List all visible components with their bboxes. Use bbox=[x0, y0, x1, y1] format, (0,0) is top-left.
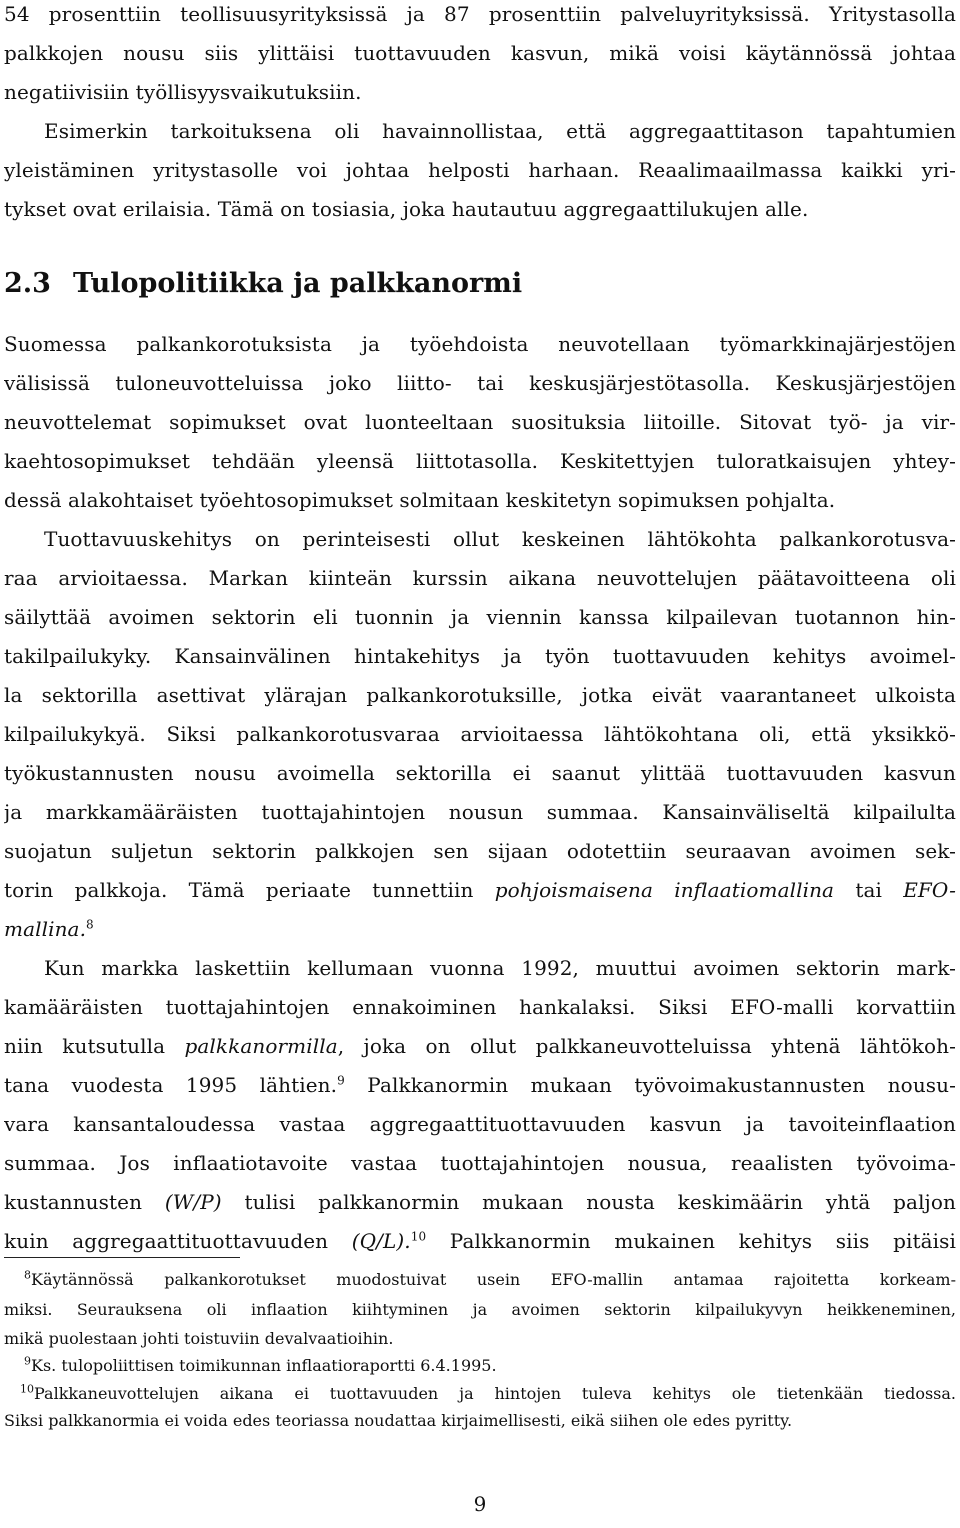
italic-term: palkkanormilla bbox=[184, 1034, 338, 1058]
footnote-mark: 10 bbox=[20, 1384, 34, 1396]
text-line: Kun markka laskettiin kellumaan vuonna 1992, muuttui avoimen sektorin mark- bbox=[44, 956, 956, 980]
math-expression: (W/P) bbox=[164, 1190, 222, 1214]
text-line: palkkojen nousu siis ylittäisi tuottavuuden kasvun, mikä voisi käytännössä johtaa bbox=[4, 41, 956, 65]
text-line: negatiivisiin työllisyysvaikutuksiin. bbox=[4, 80, 362, 104]
text-span: tulisi palkkanormin mukaan nousta keskimäärin yhtä paljon bbox=[221, 1190, 956, 1214]
text-line: työkustannusten nousu avoimella sektorilla ei saanut ylittää tuottavuuden kasvun bbox=[4, 761, 956, 785]
text-line: yleistäminen yritystasolle voi johtaa helposti harhaan. Reaalimaailmassa kaikki yri- bbox=[4, 158, 956, 182]
text-span: torin palkkoja. Tämä periaate tunnettiin bbox=[4, 878, 495, 902]
text-line bbox=[4, 1073, 956, 1097]
footnote-8 bbox=[24, 1270, 956, 1289]
text-line: kilpailukykyä. Siksi palkankorotusvaraa arvioitaessa lähtökohtana oli, että yksikkö- bbox=[4, 722, 956, 746]
text-line: takilpailukyky. Kansainvälinen hintakehitys ja työn tuottavuuden kehitys avoimel- bbox=[4, 644, 956, 668]
text-span: niin kutsutulla bbox=[4, 1034, 185, 1058]
footnote-ref: 9 bbox=[337, 1073, 345, 1088]
text-span: Palkkanormin mukainen kehitys siis pitäisi bbox=[426, 1229, 956, 1253]
text-line: ja markkamääräisten tuottajahintojen nousun summaa. Kansainväliseltä kilpailulta bbox=[4, 800, 956, 824]
footnote-mark: 9 bbox=[24, 1356, 31, 1368]
text-line: välisissä tuloneuvotteluissa joko liitto- tai keskusjärjestötasolla. Keskusjärjestöjen bbox=[4, 371, 956, 395]
text-line: kaehtosopimukset tehdään yleensä liittotasolla. Keskitettyjen tuloratkaisujen yhtey- bbox=[4, 449, 956, 473]
text-line bbox=[4, 878, 956, 902]
text-line: Suomessa palkankorotuksista ja työehdoista neuvotellaan työmarkkinajärjestöjen bbox=[4, 332, 956, 356]
italic-term: pohjoismaisena inflaatiomallina bbox=[494, 878, 835, 902]
text-line: suojatun suljetun sektorin palkkojen sen sijaan odotettiin seuraavan avoimen sek- bbox=[4, 839, 956, 863]
footnote-text: Käytännössä palkankorotukset muodostuivat usein EFO-mallin antamaa rajoitetta korkeam- bbox=[31, 1270, 956, 1289]
text-line: tykset ovat erilaisia. Tämä on tosiasia, joka hautautuu aggregaattilukujen alle. bbox=[4, 197, 809, 221]
text-span: kustannusten bbox=[4, 1190, 165, 1214]
text-line: la sektorilla asettivat ylärajan palkankorotuksille, jotka eivät vaarantaneet ulkoista bbox=[4, 683, 956, 707]
italic-term: mallina. bbox=[4, 917, 87, 941]
text-line: säilyttää avoimen sektorin eli tuonnin ja viennin kanssa kilpailevan tuotannon hin- bbox=[4, 605, 956, 629]
text-line: kamääräisten tuottajahintojen ennakoiminen hankalaksi. Siksi EFO-malli korvattiin bbox=[4, 995, 956, 1019]
text-span: kuin aggregaattituottavuuden bbox=[4, 1229, 352, 1253]
text-line: raa arvioitaessa. Markan kiinteän kurssin aikana neuvottelujen päätavoitteena oli bbox=[4, 566, 956, 590]
footnote-divider bbox=[4, 1257, 240, 1258]
footnote-text: Palkkaneuvottelujen aikana ei tuottavuuden ja hintojen tuleva kehitys ole tietenkään tiedossa. bbox=[34, 1384, 956, 1403]
text-line: Esimerkin tarkoituksena oli havainnollistaa, että aggregaattitason tapahtumien bbox=[44, 119, 956, 143]
footnote-9 bbox=[24, 1356, 960, 1375]
text-line: Tuottavuuskehitys on perinteisesti ollut keskeinen lähtökohta palkankorotusva- bbox=[44, 527, 956, 551]
text-span: , joka on ollut palkkaneuvotteluissa yhtenä lähtökoh- bbox=[337, 1034, 956, 1058]
math-expression: (Q/L). bbox=[351, 1229, 411, 1253]
text-line bbox=[4, 1034, 956, 1058]
text-span: tai bbox=[834, 878, 904, 902]
text-span: Palkkanormin mukaan työvoimakustannusten nousu- bbox=[344, 1073, 956, 1097]
section-number: 2.3 bbox=[4, 268, 51, 299]
footnote-ref: 10 bbox=[410, 1229, 427, 1244]
text-line bbox=[4, 1229, 956, 1253]
text-line: neuvottelemat sopimukset ovat luonteeltaan suosituksia liitoille. Sitovat työ- ja vir- bbox=[4, 410, 956, 434]
text-line bbox=[4, 1190, 956, 1214]
footnote-mark: 8 bbox=[24, 1270, 31, 1282]
footnote-line: miksi. Seurauksena oli inflaation kiihtyminen ja avoimen sektorin kilpailukyvyn heikkeneminen, bbox=[4, 1300, 956, 1319]
text-line: summaa. Jos inflaatiotavoite vastaa tuottajahintojen nousua, reaalisten työvoima- bbox=[4, 1151, 956, 1175]
footnote-text: Ks. tulopoliittisen toimikunnan inflaatioraportti 6.4.1995. bbox=[31, 1356, 497, 1375]
footnote-ref: 8 bbox=[86, 917, 94, 932]
italic-term: EFO- bbox=[903, 878, 956, 902]
footnote-line: mikä puolestaan johti toistuviin devalvaatioihin. bbox=[4, 1329, 394, 1348]
text-line: 54 prosenttiin teollisuusyrityksissä ja 87 prosenttiin palveluyrityksissä. Yritystasolla bbox=[4, 2, 956, 26]
text-line: vara kansantaloudessa vastaa aggregaattituottavuuden kasvun ja tavoiteinflaation bbox=[4, 1112, 956, 1136]
text-span: tana vuodesta 1995 lähtien. bbox=[4, 1073, 338, 1097]
text-line: dessä alakohtaiset työehtosopimukset solmitaan keskitetyn sopimuksen pohjalta. bbox=[4, 488, 836, 512]
footnote-10 bbox=[20, 1384, 956, 1403]
page-number: 9 bbox=[473, 1492, 487, 1516]
footnote-line: Siksi palkkanormia ei voida edes teoriassa noudattaa kirjaimellisesti, eikä siihen ole edes pyritty. bbox=[4, 1411, 793, 1430]
text-line bbox=[4, 917, 956, 941]
section-heading bbox=[4, 268, 522, 299]
section-title: Tulopolitiikka ja palkkanormi bbox=[72, 268, 523, 299]
